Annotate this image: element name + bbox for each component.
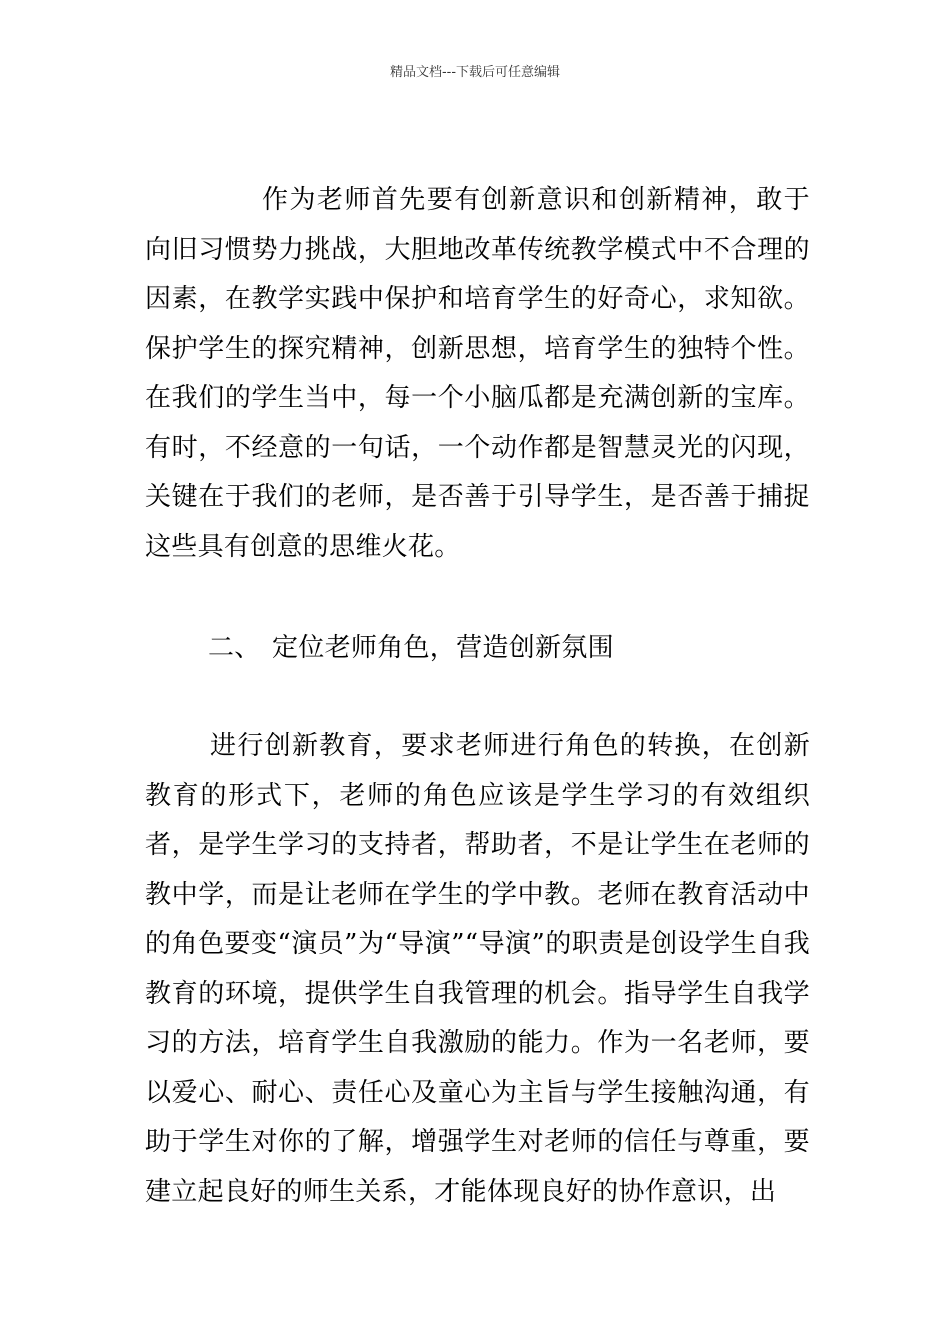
paragraph-innovation-awareness: 作为老师首先要有创新意识和创新精神，敢于向旧习惯势力挑战，大胆地改革传统教学模式中不合理的因素，在教学实践中保护和培育学生的好奇心，求知欲。保护学生的探究精神，创新思想，培育学生的独特个性。在我们的学生当中，每一个小脑瓜都是充满创新的宝库。有时，不经意的一句话，一个动作都是智慧灵光的闪现，关键在于我们的老师，是否善于引导学生，是否善于捕捉这些具有创意的思维火花。	[145, 185, 810, 562]
section-title: 定位老师角色，营造创新氛围	[272, 633, 614, 663]
section-number: 二、	[208, 633, 261, 663]
paragraph-teacher-role: 进行创新教育，要求老师进行角色的转换，在创新教育的形式下，老师的角色应该是学生学习的有效组织者，是学生学习的支持者，帮助者，不是让学生在老师的教中学，而是让老师在学生的学中教。老师在教育活动中的角色要变“演员”为“导演”“导演”的职责是创设学生自我教育的环境，提供学生自我管理的机会。指导学生自我学习的方法，培育学生自我激励的能力。作为一名老师，要以爱心、耐心、责任心及童心为主旨与学生接触沟通，有助于学生对你的了解，增强学生对老师的信任与尊重，要建立起良好的师生关系，才能体现良好的协作意识，出	[145, 731, 810, 1207]
page-header: 精品文档---下载后可任意编辑	[389, 65, 561, 80]
section-heading-2	[208, 624, 808, 674]
